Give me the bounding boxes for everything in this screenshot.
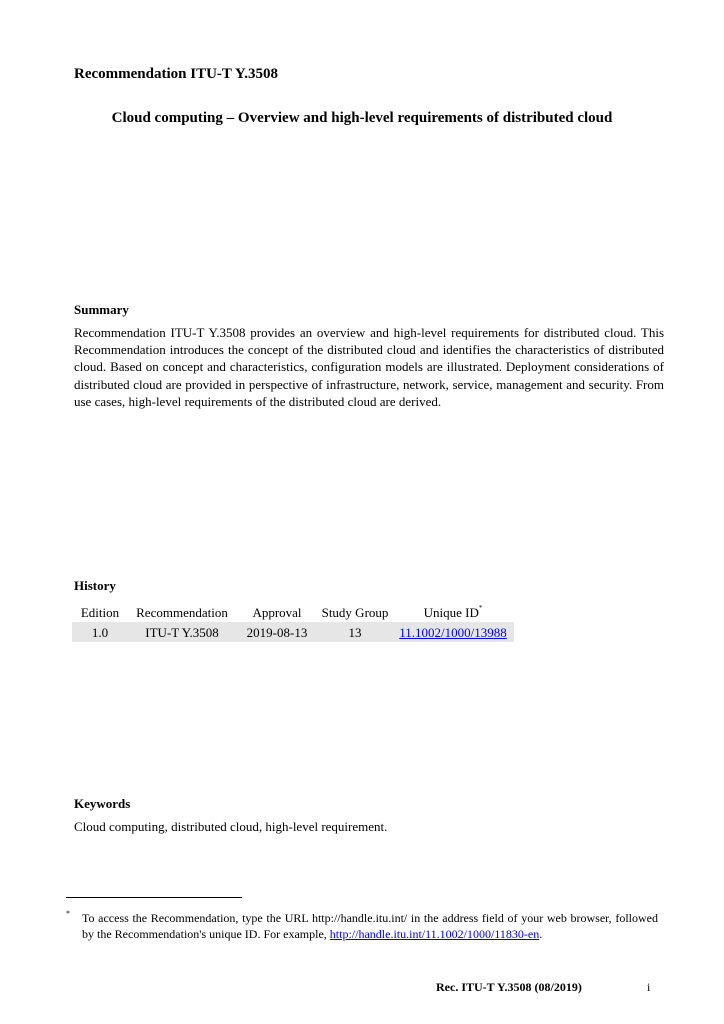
- footnote-mark: *: [66, 909, 70, 918]
- table-row: [72, 622, 514, 642]
- unique-id-label: Unique ID: [423, 604, 479, 620]
- recommendation-number: Recommendation ITU-T Y.3508: [74, 66, 279, 82]
- cell-unique-id: [392, 622, 514, 642]
- cell-approval: 2019-08-13: [236, 622, 318, 642]
- example-handle-link[interactable]: http://handle.itu.int/11.1002/1000/11830-en: [329, 927, 540, 942]
- unique-id-link[interactable]: 11.1002/1000/13988: [399, 624, 507, 640]
- column-header-recommendation: Recommendation: [136, 604, 228, 620]
- column-header-edition: Edition: [80, 604, 120, 620]
- history-table-header-row: [72, 600, 514, 622]
- footer-reference: Rec. ITU-T Y.3508 (08/2019): [436, 980, 582, 994]
- summary-text: Recommendation ITU-T Y.3508 provides an overview and high-level requirements for distributed cloud. This Recommendation introduces the concept of the distributed cloud and identifies the characteristics of distributed cloud. Based on concept and characteristics, configuration models are illustrated. Deployment considerations of distributed cloud are provided in perspective of infrastructure, network, service, management and security. From use cases, high-level requirements of the distributed cloud are derived.: [74, 325, 664, 409]
- column-header-study-group: Study Group: [321, 604, 389, 620]
- footnote-separator: [66, 897, 242, 898]
- summary-heading: Summary: [74, 302, 129, 317]
- history-heading: History: [74, 578, 116, 593]
- footnote-reference-mark: *: [478, 603, 483, 612]
- page-number: i: [647, 980, 651, 994]
- history-table: [72, 600, 514, 642]
- column-header-approval: Approval: [252, 604, 302, 620]
- document-title: Cloud computing – Overview and high-level requirements of distributed cloud: [111, 110, 613, 126]
- footnote-text-intro: To access the Recommendation, type the URL http://handle.itu.int/ in the address field of your web browser, followed by the Recommendation's unique ID. For example,: [82, 911, 658, 942]
- footnote-text: [82, 910, 658, 943]
- column-header-unique-id: [392, 600, 514, 622]
- footnote-text-end: .: [539, 927, 543, 942]
- cell-study-group: 13: [318, 622, 392, 642]
- cell-edition: 1.0: [72, 622, 128, 642]
- cell-recommendation: ITU-T Y.3508: [128, 622, 236, 642]
- keywords-heading: Keywords: [74, 796, 131, 811]
- keywords-text: Cloud computing, distributed cloud, high-level requirement.: [74, 819, 388, 834]
